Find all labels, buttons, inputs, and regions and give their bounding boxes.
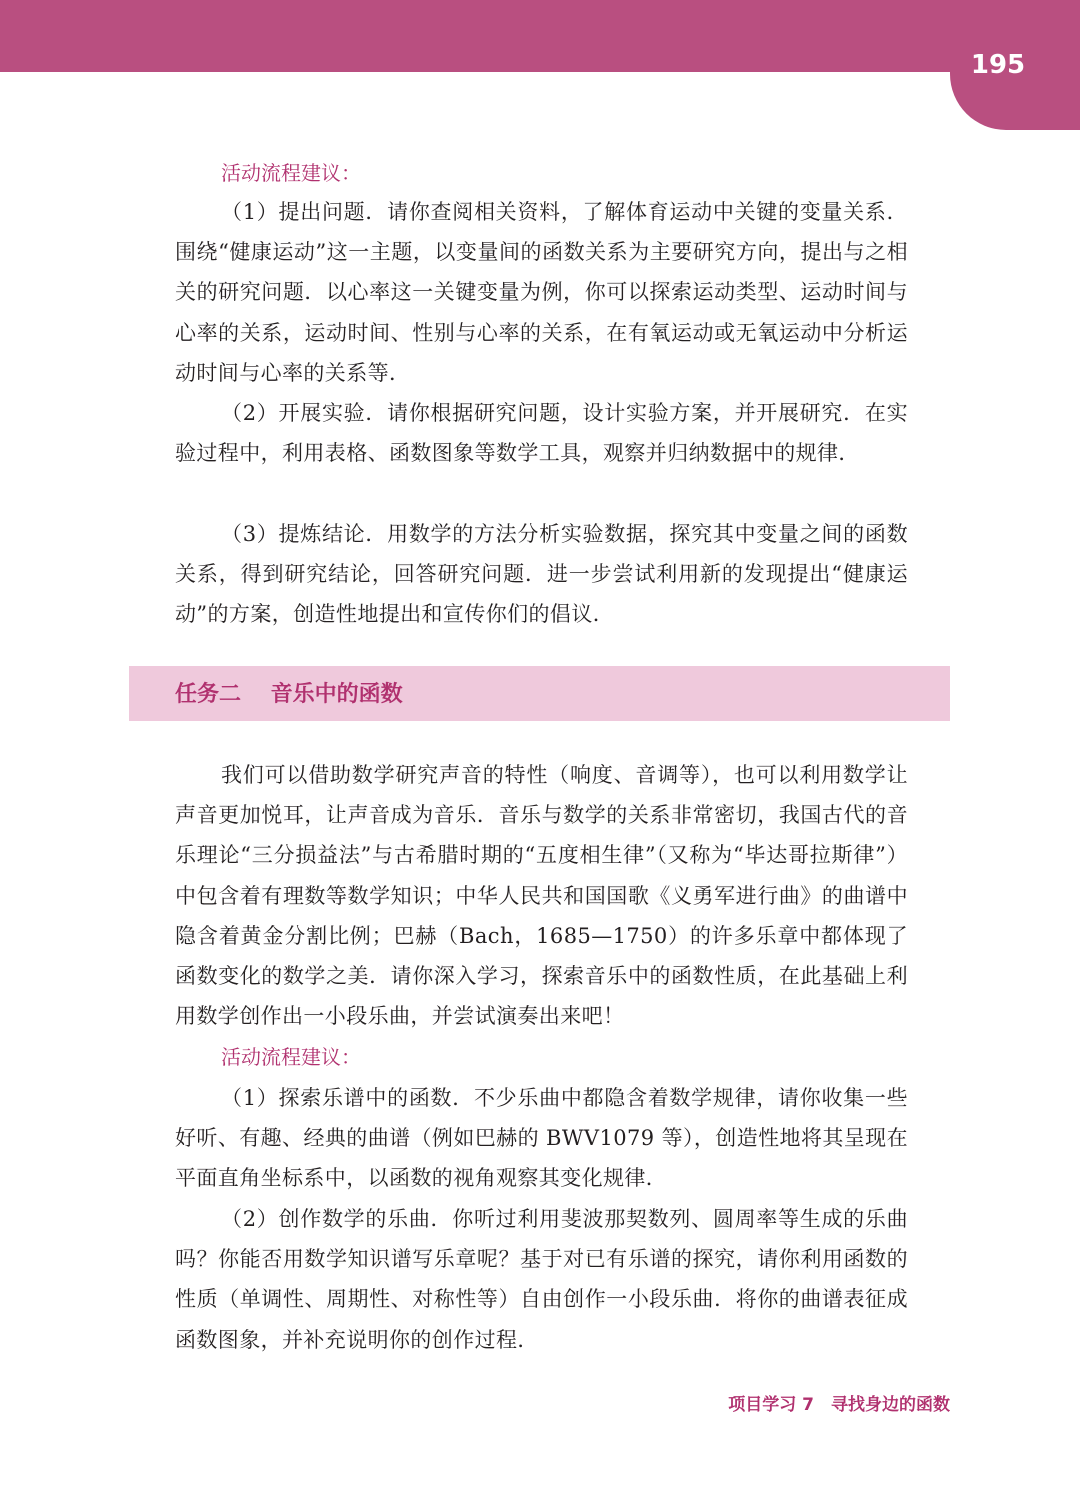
- footer-chapter-title: 项目学习 7 寻找身边的函数: [728, 1395, 950, 1415]
- section1-paragraph-1: （1）提出问题．请你查阅相关资料，了解体育运动中关键的变量关系．围绕“健康运动”这一主题，以变量间的函数关系为主要研究方向，提出与之相关的研究问题．以心率这一关键变量为例，你可以探索运动类型、运动时间与心率的关系，运动时间、性别与心率的关系，在有氧运动或无氧运动中分析运动时间与心率的关系等．: [175, 200, 908, 385]
- page-number: 195: [970, 50, 1026, 80]
- task2-intro-paragraph: 我们可以借助数学研究声音的特性（响度、音调等），也可以利用数学让声音更加悦耳，让声音成为音乐．音乐与数学的关系非常密切，我国古代的音乐理论“三分损益法”与古希腊时期的“五度相生律”（又称为“毕达哥拉斯律”）中包含着有理数等数学知识；中华人民共和国国歌《义勇军进行曲》的曲谱中隐含着黄金分割比例；巴赫（Bach，1685—1750）的许多乐章中都体现了函数变化的数学之美．请你深入学习，探索音乐中的函数性质，在此基础上利用数学创作出一小段乐曲，并尝试演奏出来吧！: [175, 763, 908, 1029]
- activity-heading-2: 活动流程建议：: [221, 1045, 361, 1069]
- section1-paragraph-3: （3）提炼结论．用数学的方法分析实验数据，探究其中变量之间的函数关系，得到研究结论，回答研究问题．进一步尝试利用新的发现提出“健康运动”的方案，创造性地提出和宣传你们的倡议．: [175, 522, 908, 627]
- task2-paragraph-1: （1）探索乐谱中的函数．不少乐曲中都隐含着数学规律，请你收集一些好听、有趣、经典的曲谱（例如巴赫的 BWV1079 等），创造性地将其呈现在平面直角坐标系中，以函数的视角观察其变化规律．: [175, 1086, 908, 1191]
- header-band: [0, 0, 1080, 72]
- activity-heading-1: 活动流程建议：: [221, 161, 361, 185]
- task-two-title: 任务二 音乐中的函数: [175, 682, 403, 707]
- task2-paragraph-2: （2）创作数学的乐曲．你听过利用斐波那契数列、圆周率等生成的乐曲吗？你能否用数学知识谱写乐章呢？基于对已有乐谱的探究，请你利用函数的性质（单调性、周期性、对称性等）自由创作一小段乐曲．将你的曲谱表征成函数图象，并补充说明你的创作过程．: [175, 1207, 908, 1352]
- section1-paragraph-2: （2）开展实验．请你根据研究问题，设计实验方案，并开展研究．在实验过程中，利用表格、函数图象等数学工具，观察并归纳数据中的规律．: [175, 401, 908, 466]
